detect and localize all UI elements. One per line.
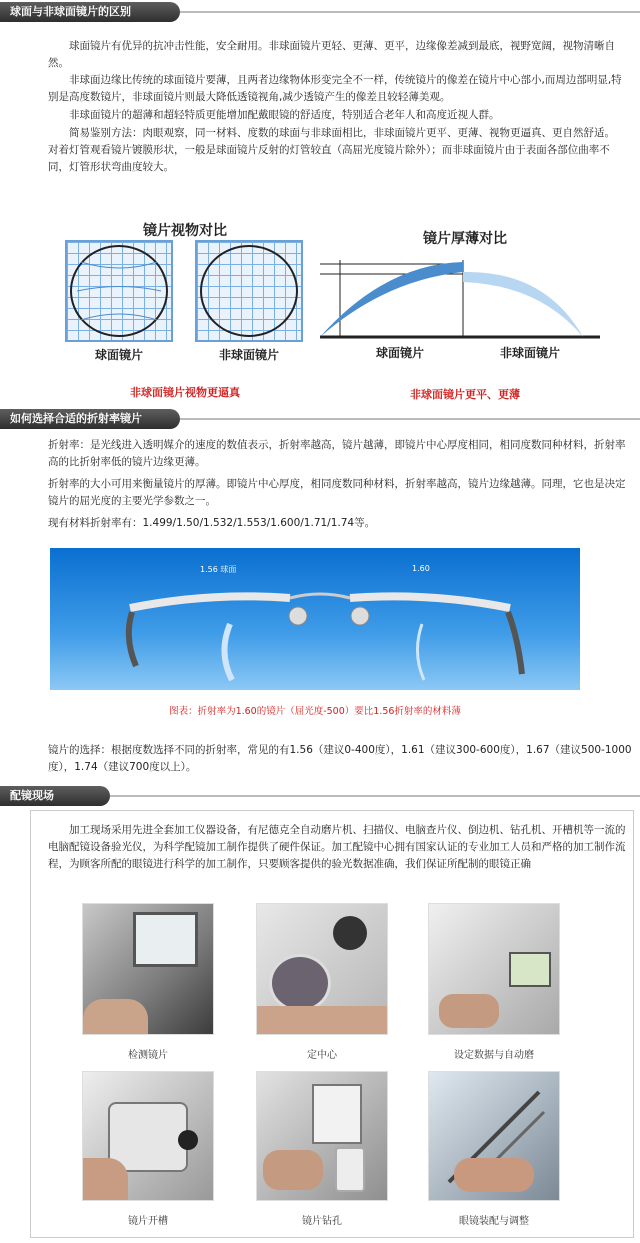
photo-lens-check: [82, 903, 214, 1035]
photo-caption: 定中心: [307, 1050, 337, 1061]
display-icon: [509, 952, 551, 987]
photo-caption: 检测镜片: [128, 1050, 168, 1061]
spherical-thickness-label: 球面镜片: [375, 346, 424, 360]
paragraph: 加工现场采用先进全套加工仪器设备，有尼德克全自动磨片机、扫描仪、电脑查片仪、倒边机、钻孔机、开槽机等一流的电脑配镜设备验光仪，为科学配镜加工制作提供了硬件保证。加工配镜中心拥有国家认证的专业加工人员和严格的加工制作流程，为顾客所配的眼镜进行科学的加工制作，只要顾客提供的验光数据准确，我们保证所配制的眼镜正确: [48, 824, 626, 870]
paragraph: 简易鉴别方法：肉眼观察，同一材料、度数的球面与非球面相比，非球面镜片更平、更薄、视物更逼真、更自然舒适。对着灯管观看镜片镀膜形状，一般是球面镜片反射的灯管较直（高屈光度镜片除外）；而非球面镜片由于表面各部位曲率不同，灯管形状弯曲度较大。: [48, 127, 615, 173]
photo-caption: 设定数据与自动磨: [454, 1050, 534, 1061]
photo-edger: [428, 903, 560, 1035]
hand-shape: [439, 994, 499, 1028]
dial-shape: [178, 1130, 198, 1150]
diagram-note: 非球面镜片更平、更薄: [410, 388, 520, 401]
section-header-lens-types: 球面与非球面镜片的区别: [0, 2, 180, 22]
photo-assembly: [428, 1071, 560, 1201]
glasses-icon: [50, 548, 580, 690]
spherical-lens-label: 球面镜片: [94, 348, 143, 362]
photo-grooving: [82, 1071, 214, 1201]
paragraph: 折射率的大小可用来衡量镜片的厚薄。即镜片中心厚度，相同度数同种材料，折射率越高，镜片边缘越薄。同理，它也是决定镜片的屈光度的主要光学参数之一。: [48, 478, 626, 507]
divider: [180, 11, 640, 13]
hand-shape: [257, 1006, 388, 1034]
paragraph: 镜片的选择：根据度数选择不同的折射率，常见的有1.56（建议0-400度），1.61（建议300-600度），1.67（建议500-1000度），1.74（建议700度以上）。: [48, 744, 632, 773]
hand-shape: [83, 1158, 128, 1200]
image-label-left: 1.56 球面: [200, 565, 237, 574]
distortion-circle: [67, 242, 171, 340]
photo-caption: 眼镜装配与调整: [459, 1216, 529, 1227]
divider: [180, 418, 640, 420]
image-caption: 图表：折射率为1.60的镜片（屈光度-500）要比1.56折射率的材料薄: [169, 706, 461, 717]
diagram-title: 镜片视物对比: [143, 223, 227, 239]
aspheric-thickness-label: 非球面镜片: [499, 346, 560, 360]
photo-caption: 镜片开槽: [128, 1216, 168, 1227]
aspheric-lens-grid: [195, 240, 303, 342]
drill-shape: [312, 1084, 362, 1144]
bottle-shape: [335, 1147, 365, 1192]
section-header-refractive-index: 如何选择合适的折射率镜片: [0, 409, 180, 429]
paragraph: 球面镜片有优异的抗冲击性能，安全耐用。非球面镜片更轻、更薄、更平，边缘像差减到最底，视野宽阔，视物清晰自然。: [48, 40, 615, 69]
photo-centering: [256, 903, 388, 1035]
paragraph: 非球面镜片的超薄和超轻特质更能增加配戴眼镜的舒适度，特别适合老年人和高度近视人群。: [69, 109, 500, 121]
lens-circle: [197, 242, 301, 340]
diagram-title: 镜片厚薄对比: [423, 231, 507, 247]
divider: [110, 795, 640, 797]
aspheric-lens-label: 非球面镜片: [218, 348, 279, 362]
glasses-image: [50, 548, 580, 690]
hand-shape: [83, 999, 148, 1034]
paragraph: 折射率：是光线进入透明媒介的速度的数值表示，折射率越高，镜片越薄，即镜片中心厚度相同，相同度数同种材料，折射率高的比折射率低的镜片边缘更薄。: [48, 439, 626, 468]
hand-shape: [454, 1158, 534, 1192]
photo-caption: 镜片钻孔: [302, 1216, 342, 1227]
screen-icon: [133, 912, 198, 967]
photo-drilling: [256, 1071, 388, 1201]
paragraph: 现有材料折射率有：1.499/1.50/1.532/1.553/1.600/1.71/1.74等。: [48, 517, 376, 529]
thickness-diagram: [315, 240, 605, 350]
paragraph: 非球面边缘比传统的球面镜片要薄，且两者边缘物体形变完全不一样，传统镜片的像差在镜片中心部小,而周边部明显,特别是高度数镜片，非球面镜片则最大降低透镜视角,减少透镜产生的像差且较轻薄美观。: [48, 74, 622, 103]
hand-shape: [263, 1150, 323, 1190]
diagram-note: 非球面镜片视物更逼真: [130, 386, 240, 399]
lens-disc: [269, 954, 331, 1012]
section-header-workshop: 配镜现场: [0, 786, 110, 806]
knob-shape: [333, 916, 367, 950]
spherical-lens-grid: [65, 240, 173, 342]
image-label-right: 1.60: [412, 564, 430, 573]
